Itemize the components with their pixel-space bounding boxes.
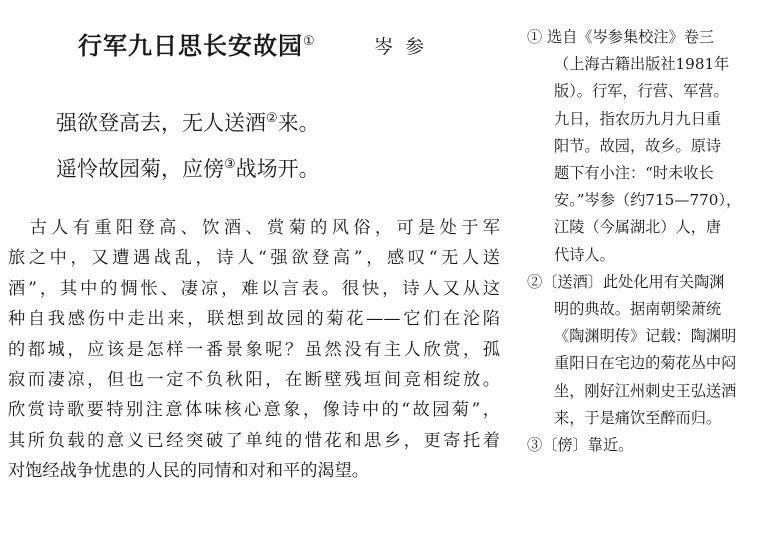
poem-line-2-tail: 战场开。: [235, 157, 320, 181]
poem-line-1-text: 强欲登高去，无人送酒: [56, 111, 266, 135]
footnote-line: 安。”岑参（约715—770），: [554, 191, 742, 210]
footnote-line: ②〔送酒〕此处化用有关陶渊: [527, 272, 725, 291]
commentary-line: 种自我感伤中走出来，联想到故园的菊花——它们在沦陷: [8, 309, 500, 330]
commentary-line: 旅之中，又遭遇战乱，诗人“强欲登高”，感叹“无人送: [8, 248, 500, 269]
commentary-paragraph: [8, 213, 500, 487]
poem-line-2: [56, 144, 320, 190]
poem-line-1-tail: 来。: [277, 111, 320, 135]
commentary-line: 对饱经战争忧患的人民的同情和对和平的渴望。: [8, 461, 369, 482]
poem-title: [78, 26, 316, 61]
poem-line-2-text: 遥怜故园菊，应傍: [56, 157, 224, 181]
footnote-mark-2: ②: [266, 111, 278, 126]
poem-body: [56, 98, 320, 190]
title-row: [78, 26, 478, 62]
commentary-line: 酒”，其中的惆怅、凄凉，难以言表。很快，诗人又从这: [8, 278, 500, 299]
title-footnote-mark: ①: [303, 34, 316, 49]
footnote-1: [527, 24, 763, 269]
footnote-line: 重阳日在宅边的菊花丛中闷: [554, 354, 737, 373]
footnote-line: 《陶渊明传》记载：陶渊明: [554, 327, 737, 346]
footnote-line: 江陵（今属湖北）人，唐: [554, 218, 722, 237]
main-column: [8, 0, 500, 534]
footnote-3: [527, 432, 763, 459]
footnotes-column: [527, 24, 763, 459]
commentary-line: 寂而凄凉，但也一定不负秋阳，在断壁残垣间竞相绽放。: [8, 370, 500, 391]
poem-title-text: 行军九日思长安故园: [78, 31, 303, 60]
poem-line-1: [56, 98, 320, 144]
footnote-line: 代诗人。: [554, 245, 615, 264]
footnote-line: 题下有小注：“时未收长: [554, 164, 714, 183]
footnote-line: 九日，指农历九月九日重: [554, 109, 722, 128]
poem-author: 岑参: [374, 36, 437, 58]
commentary-line: 古人有重阳登高、饮酒、赏菊的风俗，可是处于军: [8, 218, 500, 238]
footnote-2: [527, 269, 763, 432]
commentary-line: 欣赏诗歌要特别注意体味核心意象，像诗中的“故园菊”，: [8, 400, 500, 421]
footnote-line: ③〔傍〕靠近。: [527, 436, 634, 455]
footnote-line: 版）。行军，行营、军营。: [554, 82, 729, 101]
commentary-line: 的都城，应该是怎样一番景象呢？虽然没有主人欣赏，孤: [8, 339, 500, 360]
footnote-line: 来，于是痛饮至醉而归。: [554, 408, 722, 427]
footnote-line: （上海古籍出版社1981年: [554, 55, 730, 74]
footnote-mark-3: ③: [224, 157, 236, 172]
footnote-line: 坐，刚好江州刺史王弘送酒: [554, 381, 737, 400]
footnote-line: 明的典故。据南朝梁萧统: [554, 300, 722, 319]
footnote-line: 阳节。故园，故乡。原诗: [554, 136, 722, 155]
commentary-line: 其所负载的意义已经突破了单纯的惜花和思乡，更寄托着: [8, 430, 500, 451]
footnote-line: ① 选自《岑参集校注》卷三: [527, 28, 715, 46]
